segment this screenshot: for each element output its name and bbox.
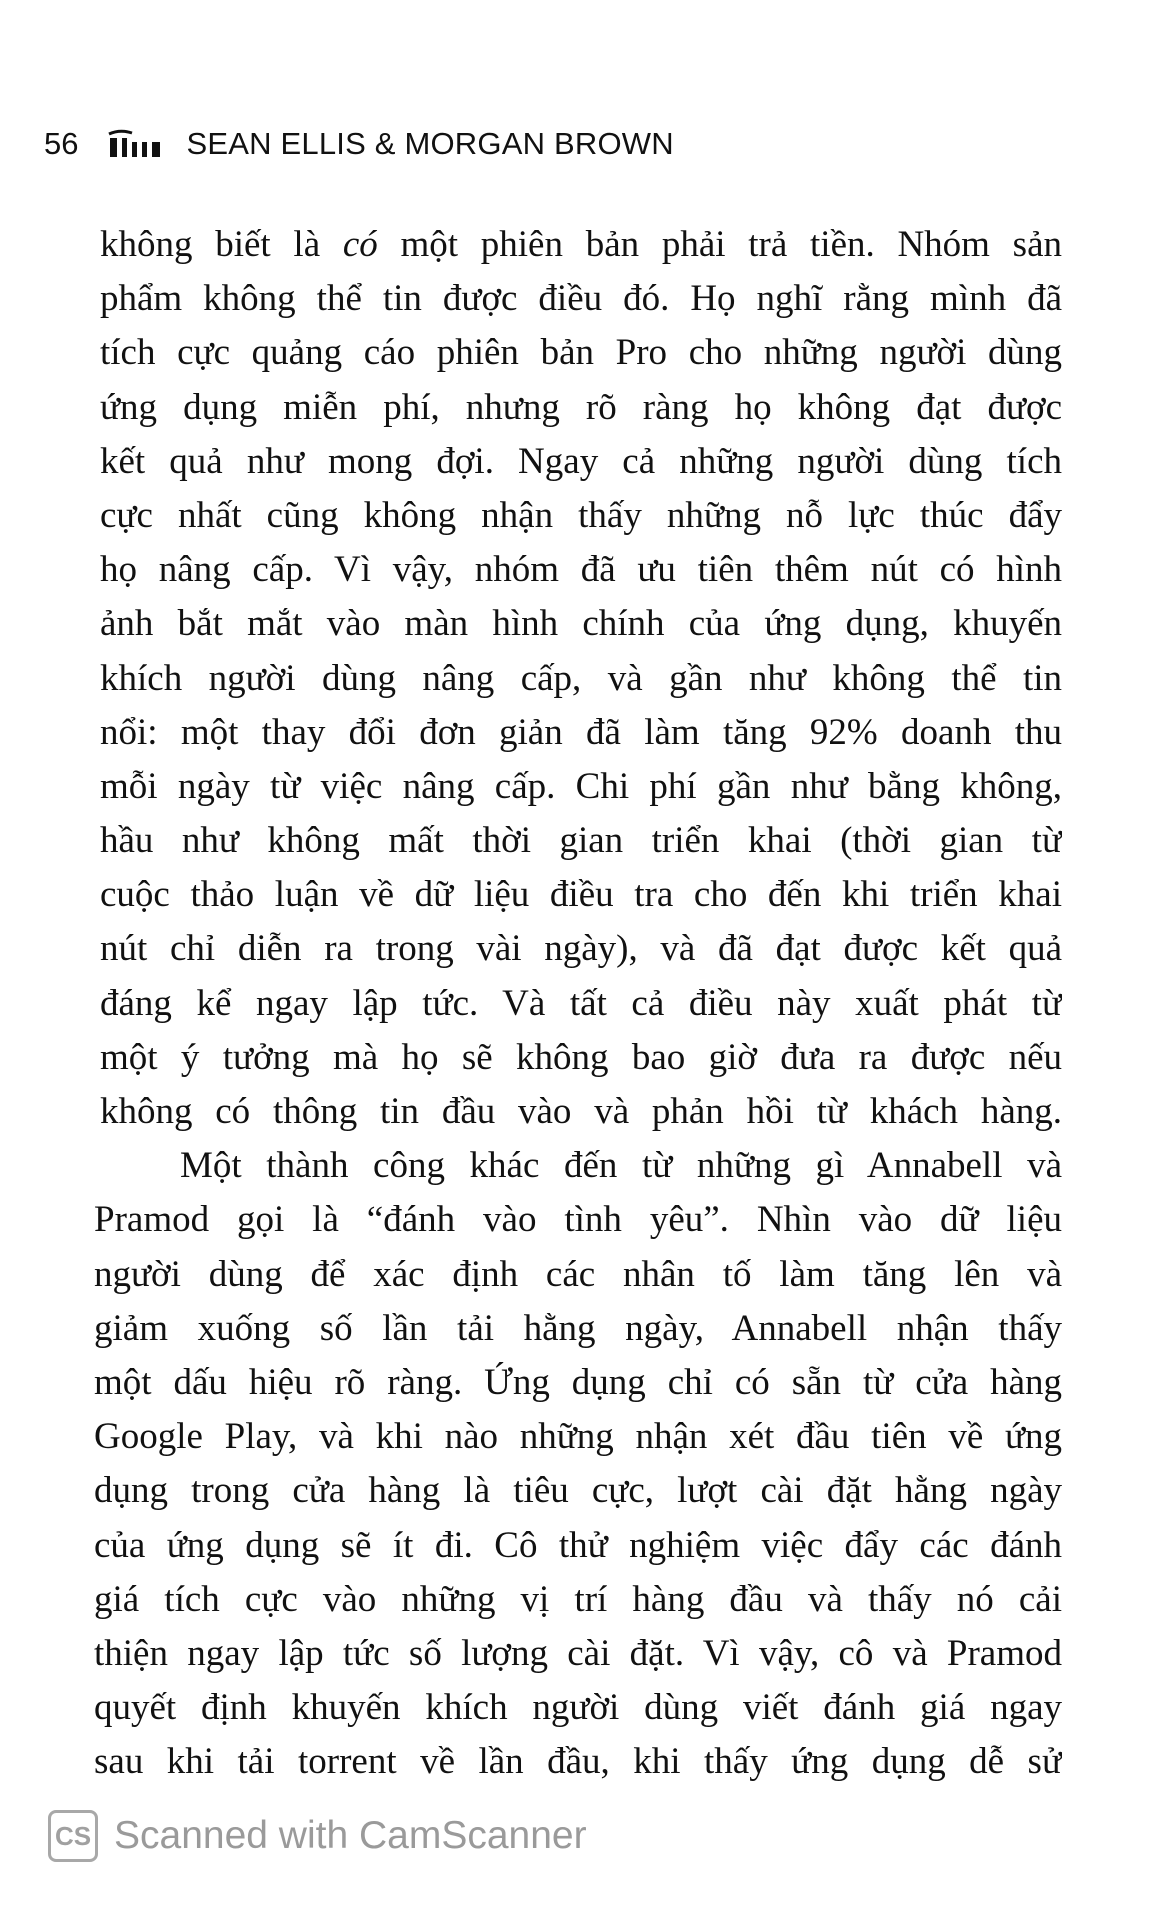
text-line: thiện ngay lập tức số lượng cài đặt. Vì vậy, cô và Pramod <box>94 1632 1062 1674</box>
page-number: 56 <box>44 126 79 161</box>
text-line: nút chỉ diễn ra trong vài ngày), và đã đạt được kết quả <box>100 928 1062 970</box>
text-line: họ nâng cấp. Vì vậy, nhóm đã ưu tiên thêm nút có hình <box>100 549 1062 591</box>
text-line: Google Play, và khi nào những nhận xét đầu tiên về ứng <box>94 1416 1062 1458</box>
text-line: quyết định khuyến khích người dùng viết đánh giá ngay <box>94 1687 1062 1729</box>
text-line: ứng dụng miễn phí, nhưng rõ ràng họ không đạt được <box>100 386 1062 428</box>
text-line: tích cực quảng cáo phiên bản Pro cho những người dùng <box>100 332 1062 374</box>
text-line: kết quả như mong đợi. Ngay cả những người dùng tích <box>100 440 1062 482</box>
camscanner-logo-icon: CS <box>48 1810 98 1862</box>
text-line: một ý tưởng mà họ sẽ không bao giờ đưa ra được nếu <box>100 1036 1062 1078</box>
paragraph-2 <box>94 1139 1062 1789</box>
text-line: Một thành công khác đến từ những gì Annabell và <box>180 1145 1062 1187</box>
text-segment: không biết là <box>100 224 343 265</box>
text-line: nổi: một thay đổi đơn giản đã làm tăng 92% doanh thu <box>100 711 1062 753</box>
body-text <box>94 218 1062 1789</box>
emphasis: có <box>342 224 378 265</box>
paragraph-1 <box>100 218 1062 1139</box>
scanner-watermark-text: Scanned with CamScanner <box>114 1814 587 1857</box>
text-line: Pramod gọi là “đánh vào tình yêu”. Nhìn vào dữ liệu <box>94 1199 1062 1241</box>
text-line: dụng trong cửa hàng là tiêu cực, lượt cài đặt hằng ngày <box>94 1470 1062 1512</box>
text-line: giảm xuống số lần tải hằng ngày, Annabell nhận thấy <box>94 1307 1062 1349</box>
publisher-logo-icon <box>106 129 164 159</box>
text-line: sau khi tải torrent về lần đầu, khi thấy ứng dụng dễ sử <box>94 1741 1062 1783</box>
text-line: đáng kể ngay lập tức. Và tất cả điều này xuất phát từ <box>100 982 1062 1024</box>
scanner-watermark <box>48 1808 587 1864</box>
text-line: người dùng để xác định các nhân tố làm tăng lên và <box>94 1253 1062 1295</box>
text-line: cực nhất cũng không nhận thấy những nỗ lực thúc đẩy <box>100 494 1062 536</box>
page-header <box>44 120 674 168</box>
text-line: của ứng dụng sẽ ít đi. Cô thử nghiệm việc đẩy các đánh <box>94 1524 1062 1566</box>
text-line: mỗi ngày từ việc nâng cấp. Chi phí gần như bằng không, <box>100 765 1062 807</box>
text-line: không có thông tin đầu vào và phản hồi từ khách hàng. <box>100 1091 1062 1132</box>
text-line: cuộc thảo luận về dữ liệu điều tra cho đến khi triển khai <box>100 874 1062 916</box>
text-line: khích người dùng nâng cấp, và gần như không thể tin <box>100 657 1062 699</box>
text-line: ảnh bắt mắt vào màn hình chính của ứng dụng, khuyến <box>100 603 1062 645</box>
text-line: hầu như không mất thời gian triển khai (thời gian từ <box>100 820 1062 862</box>
text-line <box>100 218 1062 272</box>
text-line: một dấu hiệu rõ ràng. Ứng dụng chỉ có sẵn từ cửa hàng <box>94 1361 1062 1403</box>
running-head: SEAN ELLIS & MORGAN BROWN <box>186 126 674 161</box>
text-line: giá tích cực vào những vị trí hàng đầu và thấy nó cải <box>94 1578 1062 1620</box>
text-segment: một phiên bản phải trả tiền. Nhóm sản <box>377 224 1062 265</box>
text-line: phẩm không thể tin được điều đó. Họ nghĩ rằng mình đã <box>100 278 1062 320</box>
